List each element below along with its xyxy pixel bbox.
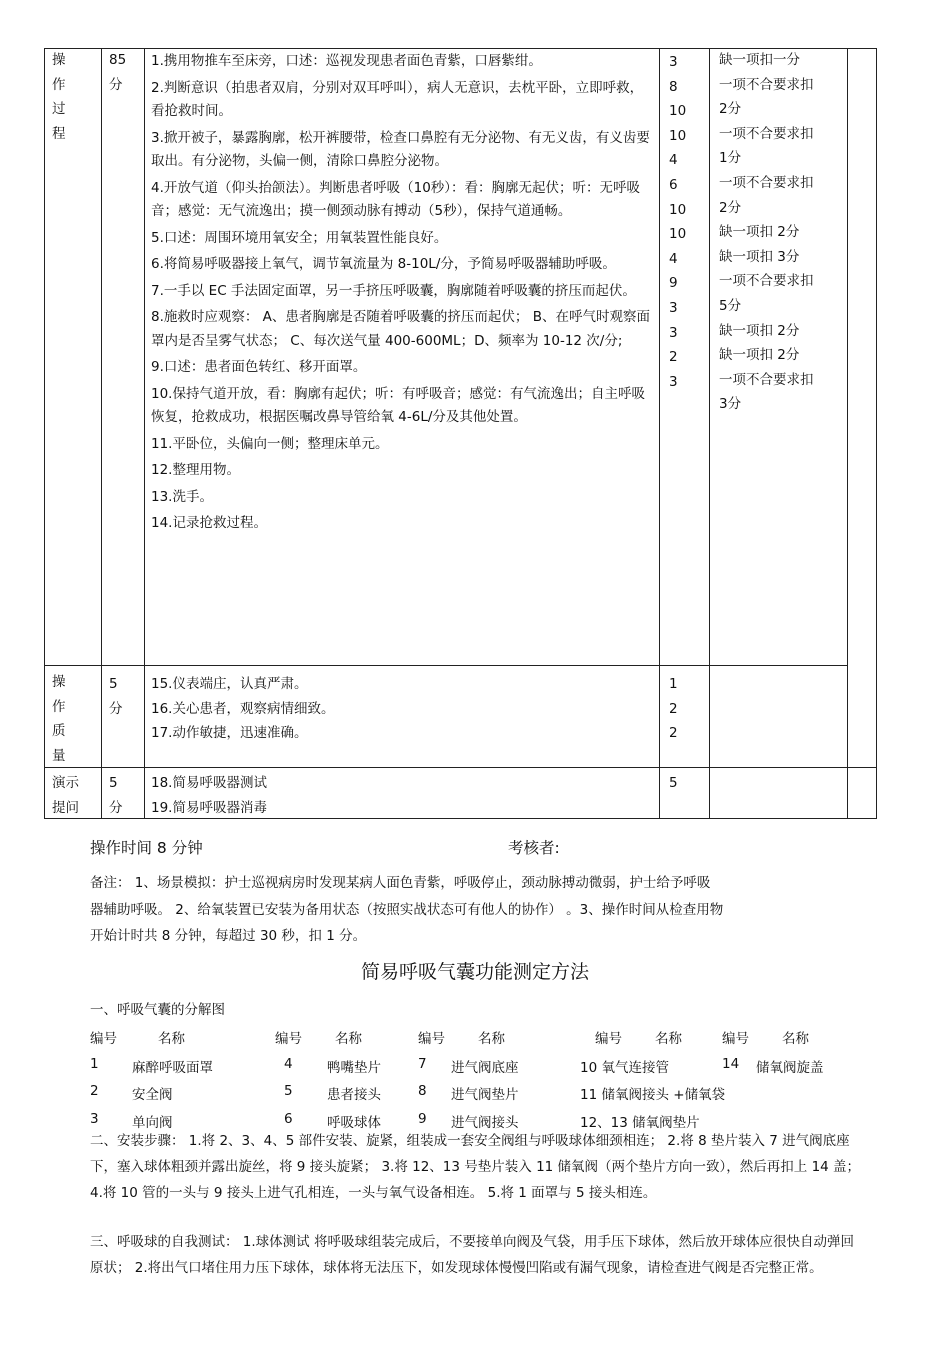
step-item: 18.简易呼吸器测试: [151, 775, 267, 791]
score-value: 3: [669, 54, 678, 70]
deduction-rule: 2分: [719, 101, 742, 118]
step-item: 6.将简易呼吸器接上氧气，调节氧流量为 8-10L/分，予简易呼吸器辅助呼吸。: [151, 256, 616, 272]
deduction-rule: 缺一项扣 3分: [719, 248, 800, 265]
deduction-rule: 一项不合要求扣: [719, 76, 814, 93]
score-value: 4: [669, 152, 678, 169]
subsection-heading-parts: 一、呼吸气囊的分解图: [90, 1002, 225, 1018]
step-item: 19.简易呼吸器消毒: [151, 799, 267, 816]
category-line: 演示: [52, 775, 79, 791]
points-cell-quality: [109, 672, 123, 721]
score-value: 3: [669, 299, 678, 316]
note-line: 开始计时共 8 分钟，每超过 30 秒，扣 1 分。: [90, 928, 367, 944]
steps-list-quality: [151, 672, 334, 746]
score-value: 2: [669, 349, 678, 366]
part-number: 14: [722, 1056, 740, 1072]
parts-header-cell: 编号: [275, 1031, 302, 1047]
parts-header-cell: 编号: [418, 1031, 445, 1047]
score-value: 5: [669, 775, 678, 791]
score-value: 6: [669, 176, 678, 193]
deduction-rule: 一项不合要求扣: [719, 125, 814, 142]
score-value: 1: [669, 676, 678, 692]
self-test: 三、呼吸球的自我测试： 1.球体测试 将呼吸球组装完成后，不要接单向阀及气袋，用手压下球体，然后放开球体应很快自动弹回原状； 2.将出气口堵住用力压下球体，球体将无法压下，如发现球体慢慢凹陷或有漏气现象，请检查进气阀是否完整正常。: [90, 1234, 854, 1276]
parts-header-cell: 名称: [655, 1031, 682, 1047]
deduction-rule: 缺一项扣一分: [719, 52, 800, 68]
score-value: 2: [669, 700, 678, 717]
score-value: 10: [669, 103, 687, 120]
deduction-rule: 一项不合要求扣: [719, 371, 814, 388]
examiner-label: 考核者:: [508, 839, 560, 857]
part-name: 储氧阀旋盖: [756, 1060, 824, 1076]
deduction-rule: 2分: [719, 199, 742, 216]
notes-block: [90, 870, 723, 950]
step-item: 3.掀开被子，暴露胸廓，松开裤腰带，检查口鼻腔有无分泌物、有无义齿，有义齿要取出。有分泌物，头偏一侧，清除口鼻腔分泌物。: [151, 129, 650, 169]
parts-header-cell: 名称: [782, 1031, 809, 1047]
score-value: 10: [669, 226, 687, 243]
note-line: 器辅助呼吸。 2、给氧装置已安装为备用状态（按照实战状态可有他人的协作） 。3、操作时间从检查用物: [90, 901, 724, 918]
parts-header-cell: 编号: [595, 1031, 622, 1047]
points-cell-process: 85分: [109, 52, 127, 93]
step-item: 2.判断意识（拍患者双肩，分别对双耳呼叫），病人无意识，去枕平卧，立即呼救，看抢救时间。: [151, 79, 644, 119]
category-cell-quality: 操作质量: [52, 674, 66, 764]
score-value: 3: [669, 373, 678, 390]
parts-header-cell: 名称: [478, 1031, 505, 1047]
part-name: 鸭嘴垫片: [327, 1060, 381, 1076]
step-item: 15.仪表端庄，认真严肃。: [151, 676, 308, 692]
part-name: 呼吸球体: [327, 1115, 381, 1131]
part-entry: 12、13 储氧阀垫片: [580, 1115, 700, 1131]
score-value: 2: [669, 725, 678, 742]
part-number: 3: [90, 1111, 99, 1127]
part-name: 进气阀接头: [451, 1115, 519, 1131]
steps-list-process: [151, 50, 656, 539]
step-item: 14.记录抢救过程。: [151, 515, 267, 531]
step-item: 16.关心患者，观察病情细致。: [151, 700, 335, 717]
deduction-rule: 缺一项扣 2分: [719, 347, 800, 364]
part-number: 5: [284, 1083, 293, 1099]
scores-column-demo: [669, 771, 678, 796]
score-value: 4: [669, 250, 678, 267]
part-number: 4: [284, 1056, 293, 1072]
scores-column-quality: [669, 672, 678, 746]
part-name: 单向阀: [132, 1115, 173, 1131]
part-number: 1: [90, 1056, 99, 1072]
points-number: 5: [109, 676, 118, 692]
deduction-rule: 一项不合要求扣: [719, 273, 814, 290]
step-item: 13.洗手。: [151, 488, 213, 505]
step-item: 10.保持气道开放，看：胸廓有起伏；听：有呼吸音；感觉：有气流逸出；自主呼吸恢复，抢救成功，根据医嘱改鼻导管给氧 4-6L/分及其他处置。: [151, 385, 645, 425]
part-number: 2: [90, 1083, 99, 1099]
step-item: 7.一手以 EC 手法固定面罩，另一手挤压呼吸囊，胸廓随着呼吸囊的挤压而起伏。: [151, 282, 636, 299]
step-item: 12.整理用物。: [151, 462, 240, 478]
part-number: 7: [418, 1056, 427, 1072]
parts-header-cell: 名称: [158, 1031, 185, 1047]
scores-column-process: [669, 50, 686, 394]
step-item: 5.口述：周围环境用氧安全；用氧装置性能良好。: [151, 229, 448, 246]
deduction-rule: 1分: [719, 150, 742, 167]
score-value: 9: [669, 275, 678, 292]
part-name: 麻醉呼吸面罩: [132, 1060, 213, 1076]
operation-time: 操作时间 8 分钟: [90, 839, 203, 857]
part-name: 进气阀垫片: [451, 1087, 519, 1103]
points-unit: 分: [109, 700, 123, 717]
score-value: 8: [669, 78, 678, 95]
deductions-column-process: [719, 48, 814, 417]
category-cell-process: 操作过程: [52, 52, 66, 142]
score-value: 10: [669, 201, 687, 218]
deduction-rule: 5分: [719, 297, 742, 314]
category-cell-demo: [52, 771, 79, 820]
section-title: 简易呼吸气囊功能测定方法: [360, 961, 589, 983]
deduction-rule: 缺一项扣 2分: [719, 224, 800, 241]
part-number: 6: [284, 1111, 293, 1127]
steps-list-demo: [151, 771, 267, 820]
points-cell-demo: [109, 771, 123, 820]
deduction-rule: 3分: [719, 396, 742, 413]
part-name: 安全阀: [132, 1087, 173, 1103]
parts-header-cell: 编号: [90, 1031, 117, 1047]
step-item: 4.开放气道（仰头抬颌法）。判断患者呼吸（10秒）：看：胸廓无起伏；听：无呼吸音；感觉：无气流逸出；摸一侧颈动脉有搏动（5秒），保持气道通畅。: [151, 179, 641, 219]
points-unit: 分: [109, 799, 123, 816]
deduction-rule: 缺一项扣 2分: [719, 322, 800, 339]
deduction-rule: 一项不合要求扣: [719, 174, 814, 191]
parts-header-cell: 编号: [722, 1031, 749, 1047]
part-number: 8: [418, 1083, 427, 1099]
parts-header-cell: 名称: [335, 1031, 362, 1047]
install-steps: 二、安装步骤： 1.将 2、3、4、5 部件安装、旋紧，组装成一套安全阀组与呼吸球体细颈相连； 2.将 8 垫片装入 7 进气阀底座下，塞入球体粗颈并露出旋丝，将 9 接头旋紧； 3.将 12、13 号垫片装入 11 储氧阀（两个垫片方向一致），然后再扣上 14 盖；4.将 10 管的一头与 9 接头上进气孔相连，一头与氧气设备相连。 5.将 1 面罩与 5 接头相连。: [90, 1133, 861, 1201]
part-entry: 11 储氧阀接头 +储氧袋: [580, 1087, 726, 1103]
step-item: 17.动作敏捷，迅速准确。: [151, 725, 308, 742]
score-value: 3: [669, 324, 678, 341]
step-item: 1.携用物推车至床旁，口述：巡视发现患者面色青紫，口唇紫绀。: [151, 53, 542, 69]
score-value: 10: [669, 127, 687, 144]
step-item: 11.平卧位，头偏向一侧；整理床单元。: [151, 435, 389, 452]
part-number: 9: [418, 1111, 427, 1127]
points-number: 5: [109, 775, 118, 791]
part-entry: 10 氧气连接管: [580, 1060, 669, 1076]
step-item: 9.口述：患者面色转红、移开面罩。: [151, 359, 367, 375]
step-item: 8.施救时应观察： A、患者胸廓是否随着呼吸囊的挤压而起伏； B、在呼气时观察面罩内是否呈雾气状态； C、每次送气量 400-600ML；D、频率为 10-12 次/分;: [151, 309, 650, 349]
category-line: 提问: [52, 799, 79, 816]
part-name: 患者接头: [327, 1087, 381, 1103]
part-name: 进气阀底座: [451, 1060, 519, 1076]
note-line: 备注： 1、场景模拟：护士巡视病房时发现某病人面色青紫，呼吸停止，颈动脉搏动微弱，护士给予呼吸: [90, 875, 711, 891]
